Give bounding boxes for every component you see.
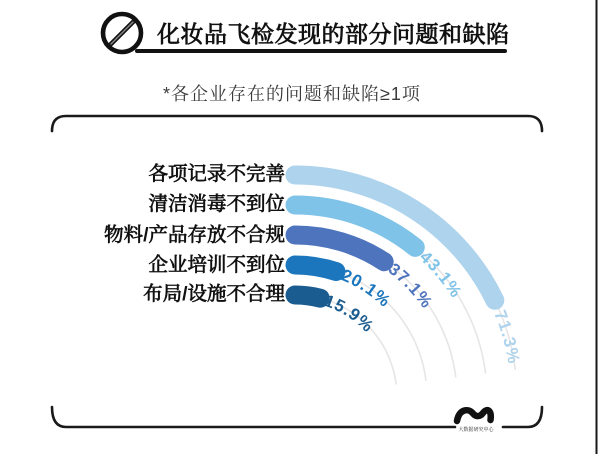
category-label-2: 物料/产品存放不合规 <box>104 224 285 246</box>
page-title: 化妆品飞检发现的部分问题和缺陷 <box>157 21 510 47</box>
logo-caption: 大数据研究中心 <box>458 427 494 433</box>
category-label-4: 布局/设施不合理 <box>143 283 285 305</box>
value-label-3: 20.1% <box>338 264 396 312</box>
chart-note: *各企业存在的问题和缺陷≥1项 <box>163 84 421 104</box>
value-label-2: 37.1% <box>385 259 438 313</box>
value-label-0: 71.3% <box>490 307 525 367</box>
value-label-1: 43.1% <box>416 246 467 302</box>
category-label-1: 清洁消毒不到位 <box>148 193 285 215</box>
category-label-0: 各项记录不完善 <box>148 163 285 185</box>
value-label-4: 15.9% <box>322 290 379 337</box>
category-label-3: 企业培训不到位 <box>148 254 285 276</box>
